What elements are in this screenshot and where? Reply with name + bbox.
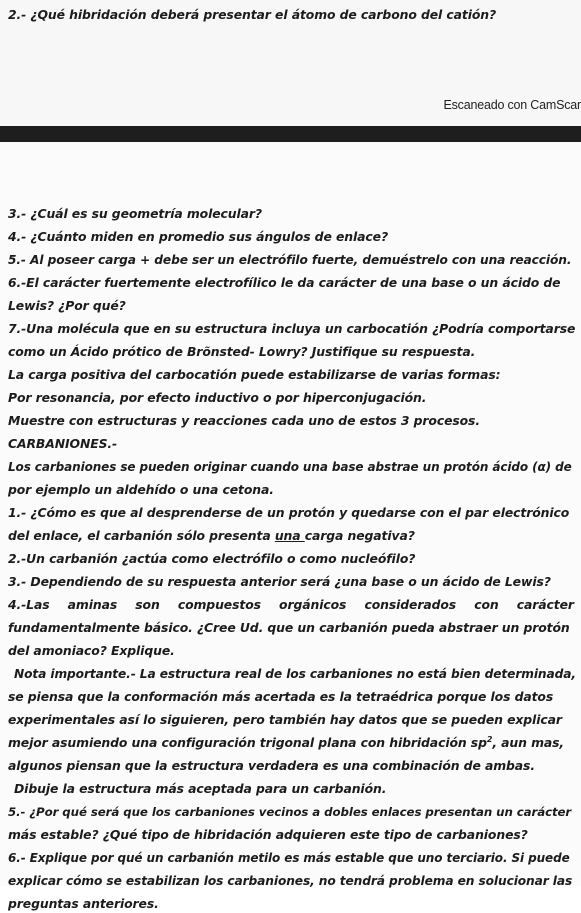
nota-line-4-tail: , aun mas, [492, 735, 565, 750]
page-separator [0, 126, 581, 142]
nota-line-4-text: mejor asumiendo una configuración trigonal plana con hibridación sp [8, 735, 487, 750]
carbaniones-heading: CARBANIONES.- [8, 436, 118, 451]
question-7-line-1: 7.-Una molécula que en su estructura incluya un carbocatión ¿Podría comportarse [8, 321, 576, 336]
stabilization-line-3: Muestre con estructuras y reacciones cada uno de estos 3 procesos. [8, 413, 480, 428]
word: son [135, 597, 160, 612]
carbanion-question-6-line-1: 6.- Explique por qué un carbanión metilo es más estable que uno terciario. Si puede [8, 851, 570, 865]
dibuje-instruction: Dibuje la estructura más aceptada para un carbanión. [14, 781, 387, 796]
carbanion-question-4-line-2: fundamentalmente básico. ¿Cree Ud. que un carbanión pueda abstraer un protón [8, 620, 570, 635]
word: compuestos [177, 597, 261, 612]
carbanion-question-5-line-2: más estable? ¿Qué tipo de hibridación adquieren este tipo de carbaniones? [8, 827, 528, 842]
word: 4.-Las [8, 597, 50, 612]
carbanion-question-3: 3.- Dependiendo de su respuesta anterior será ¿una base o un ácido de Lewis? [8, 574, 551, 589]
carbaniones-intro-line-2: por ejemplo un aldehído o una cetona. [8, 482, 274, 497]
question-2: 2.- ¿Qué hibridación deberá presentar el átomo de carbono del catión? [8, 7, 497, 22]
word: con [474, 597, 499, 612]
carbanion-question-1-line-1: 1.- ¿Cómo es que al desprenderse de un protón y quedarse con el par electrónico [8, 505, 570, 520]
question-7-line-2: como un Ácido prótico de Brõnsted- Lowry? Justifique su respuesta. [8, 344, 476, 359]
nota-line-3: experimentales así lo siguieren, pero también hay datos que se pueden explicar [8, 712, 562, 727]
carbanion-question-1-line-2 [8, 527, 415, 545]
carbanion-question-2: 2.-Un carbanión ¿actúa como electrófilo o como nucleófilo? [8, 551, 416, 566]
carbanion-question-1-text-a: del enlace, el carbanión sólo presenta [8, 528, 275, 543]
word: aminas [67, 597, 118, 612]
question-5: 5.- Al poseer carga + debe ser un electrófilo fuerte, demuéstrelo con una reacción. [8, 253, 572, 267]
carbanion-question-4-line-1 [8, 596, 574, 614]
stabilization-line-1: La carga positiva del carbocatión puede estabilizarse de varias formas: [8, 367, 501, 382]
carbanion-question-4-line-3: del amoniaco? Explique. [8, 643, 175, 658]
question-4: 4.- ¿Cuánto miden en promedio sus ángulos de enlace? [8, 229, 389, 244]
superscript-2: 2 [486, 734, 493, 744]
carbanion-question-5-line-1: 5.- ¿Por qué será que los carbaniones vecinos a dobles enlaces presentan un carácter [8, 805, 572, 819]
carbanion-question-1-text-b: carga negativa? [304, 528, 415, 543]
word: carácter [516, 597, 574, 612]
word: considerados [364, 597, 457, 612]
carbanion-question-6-line-3: preguntas anteriores. [8, 896, 159, 911]
nota-line-5: algunos piensan que la estructura verdadera es una combinación de ambas. [8, 758, 535, 773]
question-6-line-1: 6.-El carácter fuertemente electrofílico le da carácter de una base o un ácido de [8, 275, 561, 290]
stabilization-line-2: Por resonancia, por efecto inductivo o por hiperconjugación. [8, 390, 427, 405]
question-6-line-2: Lewis? ¿Por qué? [8, 298, 126, 313]
word: orgánicos [279, 597, 347, 612]
nota-line-2: se piensa que la conformación más acertada es la tetraédrica porque los datos [8, 689, 554, 704]
nota-line-4 [8, 734, 564, 752]
underlined-una: una [274, 528, 305, 543]
question-3: 3.- ¿Cuál es su geometría molecular? [8, 206, 263, 221]
carbanion-question-6-line-2: explicar cómo se estabilizan los carbaniones, no tendrá problema en solucionar las [8, 874, 573, 888]
scanned-page-top [0, 0, 581, 126]
carbaniones-intro-line-1: Los carbaniones se pueden originar cuando una base abstrae un protón ácido (α) de [8, 460, 572, 474]
nota-line-1: Nota importante.- La estructura real de los carbaniones no está bien determinada, [14, 667, 576, 681]
scanned-page-bottom [0, 142, 581, 911]
camscanner-watermark: Escaneado con CamScar [443, 98, 581, 112]
